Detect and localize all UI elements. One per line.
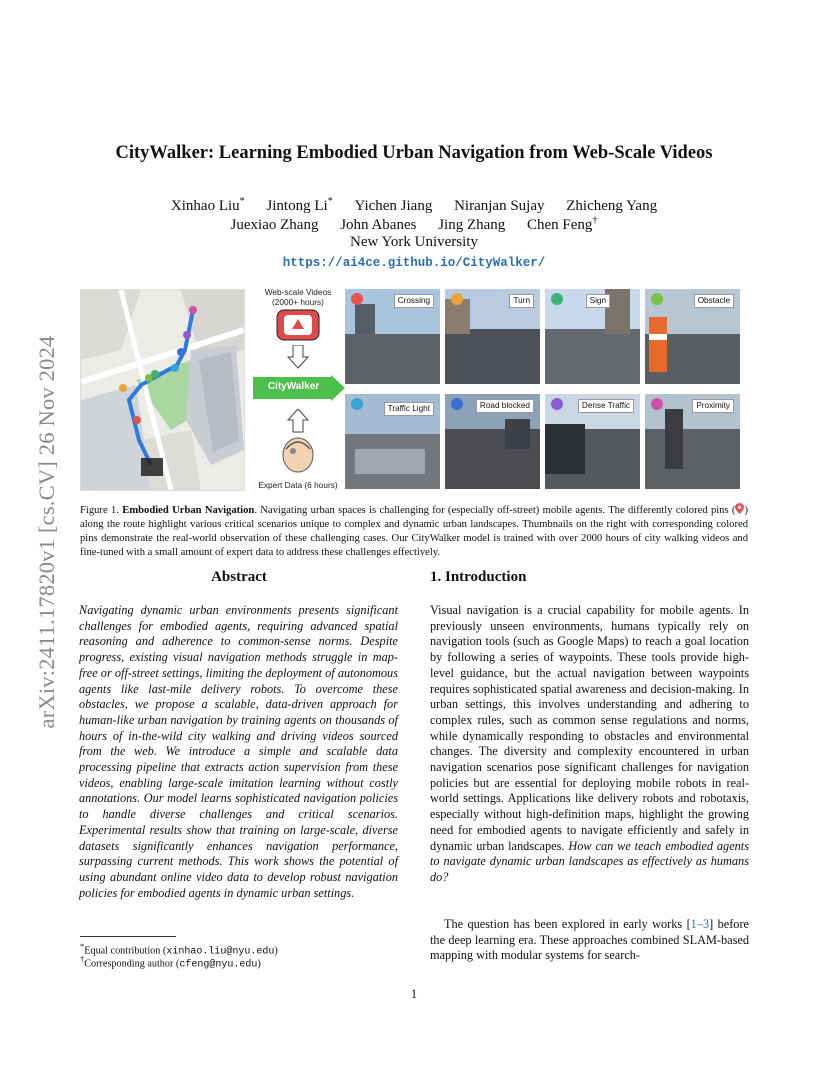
thumbnail-label: Obstacle: [694, 294, 734, 308]
author-line-2: [0, 215, 828, 234]
footnote-corresponding-author: †Corresponding author (cfeng@nyu.edu): [80, 954, 261, 971]
author: Zhicheng Yang: [566, 198, 658, 214]
author: Yichen Jiang: [354, 198, 433, 214]
thumbnail-label: Road blocked: [476, 399, 534, 413]
author: John Abanes: [340, 217, 417, 233]
training-pipeline: [248, 287, 348, 492]
affiliation: New York University: [350, 234, 478, 250]
paper-title: CityWalker: Learning Embodied Urban Navigation from Web-Scale Videos: [115, 143, 713, 163]
down-arrow-icon: [286, 345, 310, 369]
page-number: 1: [410, 987, 418, 1001]
thumbnail-label: Crossing: [394, 294, 434, 308]
author: Juexiao Zhang: [230, 217, 319, 233]
abstract-heading: Abstract: [211, 569, 267, 585]
author: Chen Feng†: [527, 215, 598, 233]
thumbnail-label: Proximity: [692, 399, 734, 413]
web-videos-hours: (2000+ hours): [272, 297, 324, 307]
author: Jintong Li*: [266, 196, 333, 214]
thumbnail-crossing: [345, 289, 440, 384]
expert-data-label: Expert Data (6 hours): [258, 480, 338, 490]
thumbnail-obstacle: [645, 289, 740, 384]
thumbnail-dense-traffic: [545, 394, 640, 489]
author-line-1: [0, 196, 828, 215]
video-play-icon: [276, 309, 320, 341]
thumbnail-proximity: [645, 394, 740, 489]
arxiv-stamp: [34, 335, 59, 729]
author: Xinhao Liu*: [170, 196, 245, 214]
thumbnail-turn: [445, 289, 540, 384]
thumbnail-sign: [545, 289, 640, 384]
abstract-text: Navigating dynamic urban environments presents significant challenges for embodied agents, requiring advanced spatial reasoning and adherence to common-sense norms. Despite progress, existing visual navigation methods struggle in map-free or off-street settings, limiting the deployment of autonomous agents like last-mile delivery robots. To overcome these obstacles, we propose a scalable, data-driven approach for human-like urban navigation by training agents on thousands of hours of in-the-wild city walking and driving videos sourced from the web. We introduce a simple and scalable data processing pipeline that extracts action supervision from these videos, enabling large-scale imitation learning without costly annotations. Our model learns sophisticated navigation policies to handle diverse challenges and critical scenarios. Experimental results show that training on large-scale, diverse datasets significantly enhances navigation performance, surpassing current methods. This work shows the potential of using abundant online video data to develop robust navigation policies for embodied agents in dynamic urban settings.: [79, 603, 398, 900]
introduction-paragraph-2: The question has been explored in early works [1–3] before the deep learning era. These approaches combined SLAM-based mapping with modular systems for search-: [430, 917, 749, 963]
introduction-paragraph-1: Visual navigation is a crucial capability for mobile agents. In previously unseen environments, humans typically rely on navigation tools (such as Google Maps) to reach a goal location by following a series of waypoints. These tools provide high-level guidance, but the actual navigation between waypoints requires sophisticated spatial awareness and decision-making. In urban settings, this involves understanding and adhering to complex rules, such as common sense regulations and norms, while dynamically responding to obstacles and environmental changes. The diversity and complexity encountered in urban navigation scenarios pose significant challenges for navigation policies but are essential for deploying mobile robots in real-world settings. Applications like delivery robots and robotaxis, especially without high-definition maps, highlight the growing need for embodied agents to navigate efficiently and safely in dynamic urban landscapes. How can we teach embodied agents to navigate dynamic urban landscapes as effectively as humans do?: [430, 603, 749, 884]
thumbnail-label: Dense Traffic: [578, 399, 634, 413]
thumbnail-label: Traffic Light: [384, 402, 434, 416]
project-url[interactable]: https://ai4ce.github.io/CityWalker/: [282, 256, 546, 270]
citation-link[interactable]: 1–3: [690, 917, 710, 931]
citywalker-label: CityWalker: [267, 381, 320, 392]
thumbnail-road-blocked: [445, 394, 540, 489]
footnote-equal-contribution: *Equal contribution (xinhao.liu@nyu.edu): [80, 941, 278, 958]
author: Niranjan Sujay: [454, 198, 545, 214]
thumbnail-label: Sign: [586, 294, 610, 308]
thumbnail-traffic-light: [345, 394, 440, 489]
thumbnail-label: Turn: [509, 294, 534, 308]
author: Jing Zhang: [438, 217, 506, 233]
figure-1: [80, 287, 745, 492]
web-videos-label: Web-scale Videos: [264, 287, 332, 297]
up-arrow-icon: [286, 409, 310, 433]
introduction-heading: 1. Introduction: [430, 569, 527, 585]
arxiv-stamp-text: arXiv:2411.17820v1 [cs.CV] 26 Nov 2024: [34, 335, 59, 729]
figure-caption: Figure 1. Embodied Urban Navigation. Navigating urban spaces is challenging for (especially off-street) mobile agents. The differently colored pins ( ) along the route highlight various critical scenarios unique to complex and dynamic urban landscapes. Thumbnails on the right with corresponding colored pins demonstrate the real-world observation of these challenging cases. Our CityWalker model is trained with over 2000 hours of city walking videos and fine-tuned with a small amount of expert data to address these challenges effectively.: [80, 505, 748, 558]
footnote-rule: [80, 936, 176, 937]
expert-head-icon: [278, 435, 318, 475]
route-map-image: [80, 289, 245, 491]
